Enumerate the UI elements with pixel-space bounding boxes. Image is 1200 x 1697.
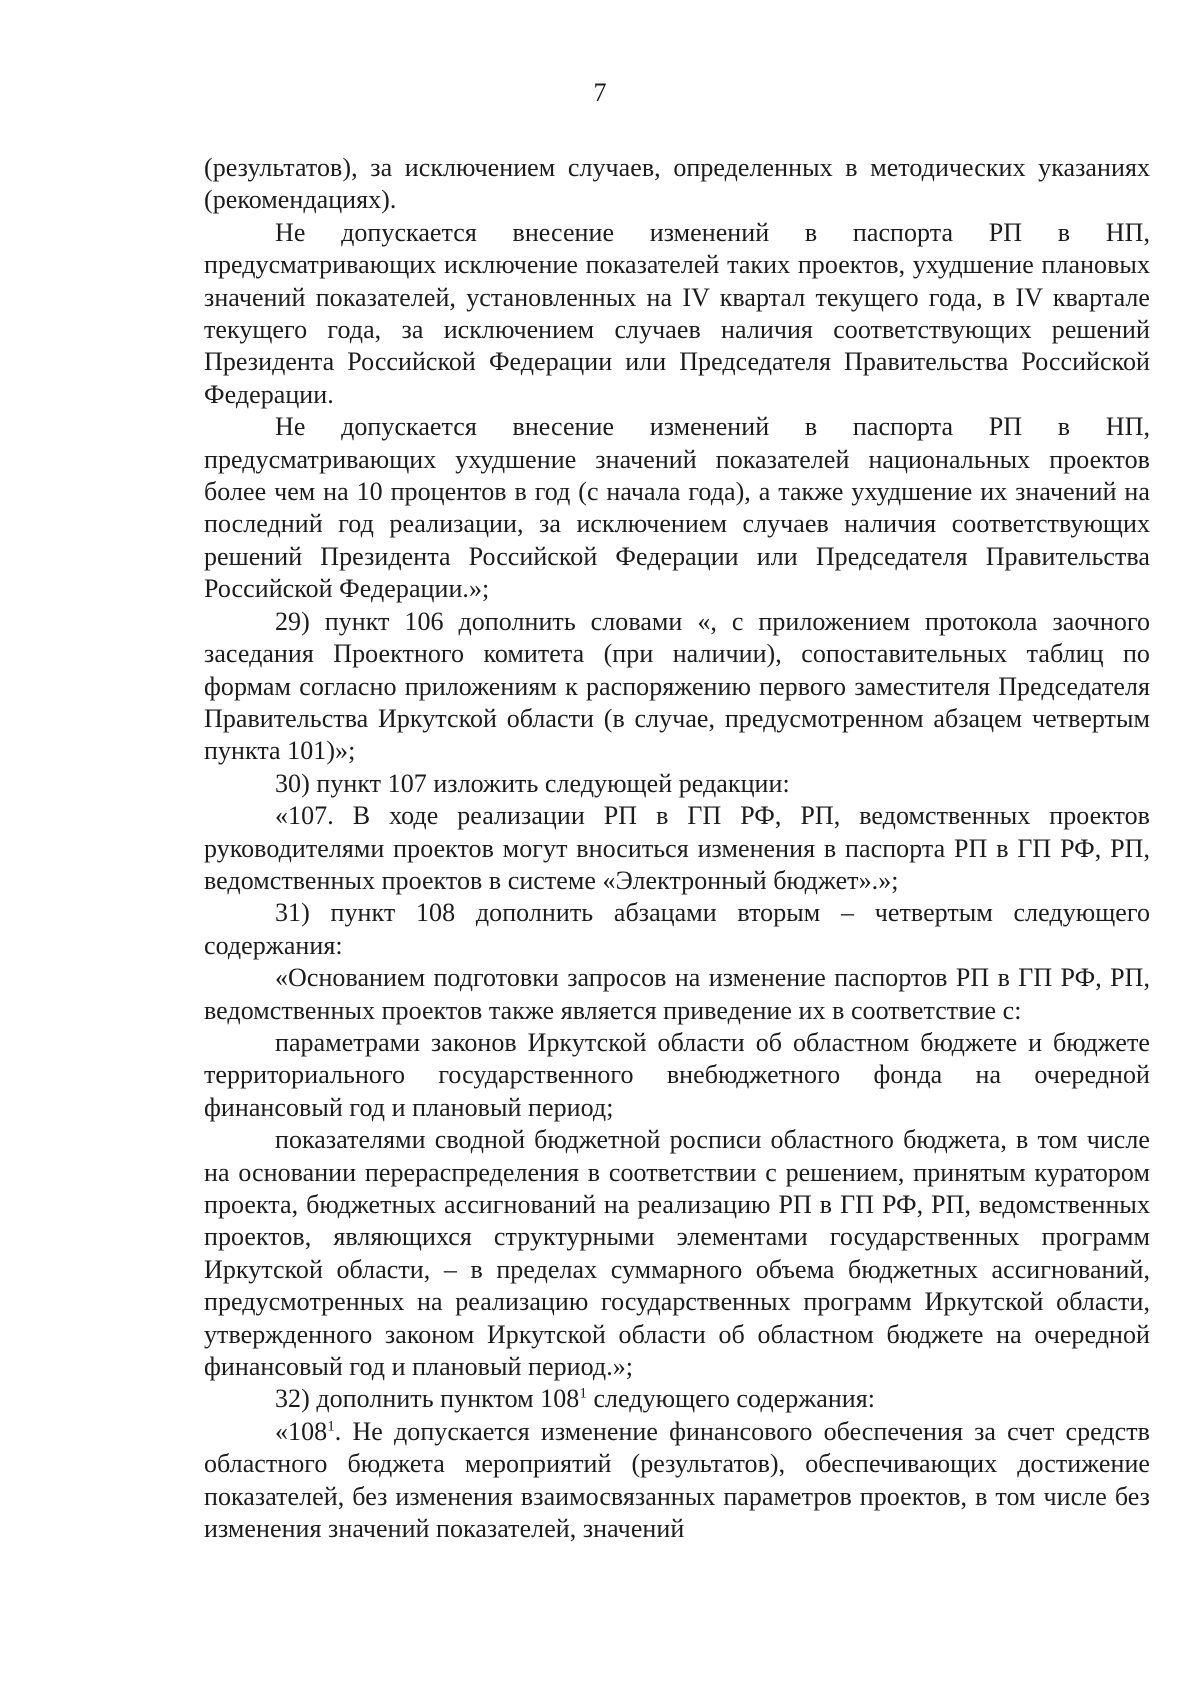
clause-108-1-superscript: 1 bbox=[327, 1418, 335, 1435]
clause-108-1-text-after: . Не допускается изменение финансового обеспечения за счет средств областного бюджета мероприятий (результатов), обеспечивающих достижение показателей, без изменения взаимосвязанных параметров проектов, в том числе без изменения значений показателей, значений bbox=[204, 1416, 1150, 1544]
page-number: 7 bbox=[593, 78, 607, 107]
paragraph-item-31: 31) пункт 108 дополнить абзацами вторым – четвертым следующего содержания: bbox=[204, 898, 1150, 960]
paragraph-basis-for-requests: «Основанием подготовки запросов на изменение паспортов РП в ГП РФ, РП, ведомственных проектов также является приведение их в соответствие с: bbox=[204, 963, 1150, 1025]
paragraph-indicators-deterioration: Не допускается внесение изменений в паспорта РП в НП, предусматривающих ухудшение значений показателей национальных проектов более чем на 10 процентов в год (с начала года), а также ухудшение их значений на последний год реализации, за исключением случаев наличия соответствующих решений Президента Российской Федерации или Председателя Правительства Российской Федерации.»; bbox=[204, 412, 1150, 604]
paragraph-item-30: 30) пункт 107 изложить следующей редакции: bbox=[275, 768, 790, 798]
paragraph-item-29: 29) пункт 106 дополнить словами «, с приложением протокола заочного заседания Проектного комитета (при наличии), сопоставительных таблиц по формам согласно приложениям к распоряжению первого заместителя Председателя Правительства Иркутской области (в случае, предусмотренном абзацем четвертым пункта 101)»; bbox=[204, 606, 1150, 766]
item-32-text-before: 32) дополнить пунктом 108 bbox=[275, 1384, 580, 1414]
paragraph-results-exception: (результатов), за исключением случаев, определенных в методических указаниях (рекомендациях). bbox=[204, 153, 1150, 215]
paragraph-indicators-exclusion: Не допускается внесение изменений в паспорта РП в НП, предусматривающих исключение показателей таких проектов, ухудшение плановых значений показателей, установленных на IV квартал текущего года, в IV квартале текущего года, за исключением случаев наличия соответствующих решений Президента Российской Федерации или Председателя Правительства Российской Федерации. bbox=[204, 217, 1150, 409]
item-32-superscript: 1 bbox=[579, 1385, 587, 1402]
paragraph-budget-list-indicators: показателями сводной бюджетной росписи областного бюджета, в том числе на основании перераспределения в соответствии с решением, принятым куратором проекта, бюджетных ассигнований на реализацию РП в ГП РФ, РП, ведомственных проектов, являющихся структурными элементами государственных программ Иркутской области, – в пределах суммарного объема бюджетных ассигнований, предусмотренных на реализацию государственных программ Иркутской области, утвержденного законом Иркутской области об областном бюджете на очередной финансовый год и плановый период.»; bbox=[204, 1125, 1150, 1382]
paragraph-budget-law-parameters: параметрами законов Иркутской области об областном бюджете и бюджете территориального государственного внебюджетного фонда на очередной финансовый год и плановый период; bbox=[204, 1027, 1150, 1122]
item-32-text-after: следующего содержания: bbox=[586, 1384, 876, 1414]
clause-108-1-text-before: «108 bbox=[275, 1416, 328, 1446]
paragraph-item-32 bbox=[204, 1383, 1150, 1415]
paragraph-clause-107: «107. В ходе реализации РП в ГП РФ, РП, ведомственных проектов руководителями проектов могут вноситься изменения в паспорта РП в ГП РФ, РП, ведомственных проектов в системе «Электронный бюджет».»; bbox=[204, 801, 1150, 895]
document-body bbox=[204, 152, 1150, 1545]
paragraph-clause-108-1 bbox=[204, 1416, 1150, 1546]
